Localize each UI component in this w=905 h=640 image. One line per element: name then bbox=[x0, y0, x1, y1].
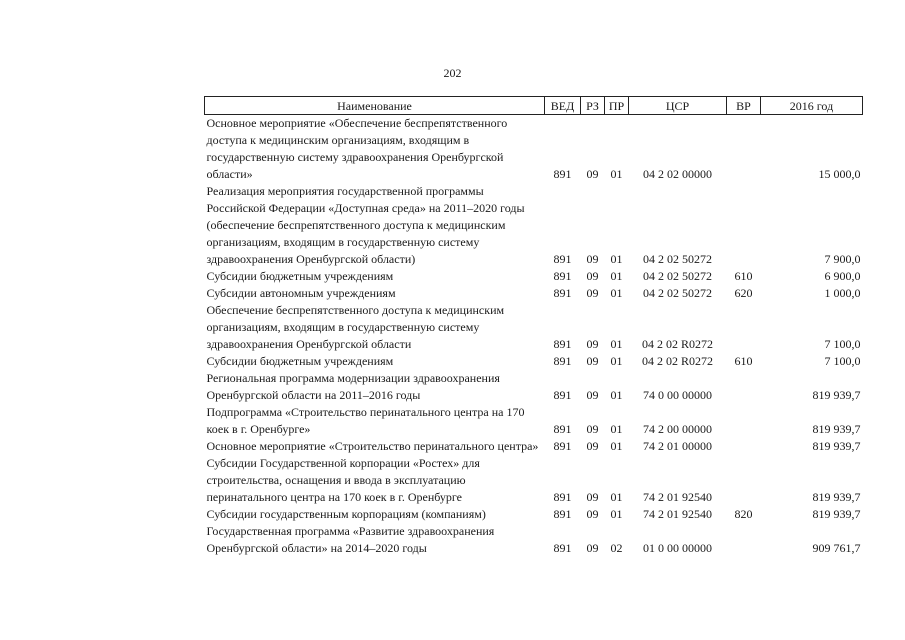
cell-pr: 01 bbox=[610, 422, 623, 436]
cell-csr: 04 2 02 50272 bbox=[643, 269, 712, 283]
cell-sum: 819 939,7 bbox=[812, 507, 861, 521]
table-header-row bbox=[205, 97, 863, 115]
cell-ved: 891 bbox=[553, 286, 572, 300]
cell-pr: 01 bbox=[610, 167, 623, 181]
cell-pr: 01 bbox=[610, 269, 623, 283]
cell-pr: 01 bbox=[610, 490, 623, 504]
cell-ved: 891 bbox=[553, 439, 572, 453]
cell-name: Реализация мероприятия государственной программы Российской Федерации «Доступная среда» на 2011–2020 годы (обеспечение беспрепятственного доступа к медицинским организациям, входящим в государственную систему здравоохранения Оренбургской области) bbox=[206, 184, 525, 266]
cell-vr: 610 bbox=[734, 269, 753, 283]
cell-rz: 09 bbox=[586, 354, 599, 368]
cell-sum: 6 900,0 bbox=[824, 269, 861, 283]
header-pr: ПР bbox=[605, 97, 629, 115]
cell-sum: 819 939,7 bbox=[812, 388, 861, 402]
cell-ved: 891 bbox=[553, 354, 572, 368]
cell-rz: 09 bbox=[586, 167, 599, 181]
table-row bbox=[205, 115, 863, 184]
cell-vr bbox=[727, 455, 761, 506]
cell-rz: 09 bbox=[586, 269, 599, 283]
cell-ved: 891 bbox=[553, 252, 572, 266]
cell-rz: 09 bbox=[586, 337, 599, 351]
cell-rz: 09 bbox=[586, 507, 599, 521]
cell-pr: 01 bbox=[610, 252, 623, 266]
cell-vr: 620 bbox=[734, 286, 753, 300]
cell-sum: 15 000,0 bbox=[818, 167, 861, 181]
cell-csr: 74 2 01 92540 bbox=[643, 507, 712, 521]
table-body bbox=[205, 115, 863, 558]
cell-vr bbox=[727, 523, 761, 557]
cell-csr: 74 2 00 00000 bbox=[643, 422, 712, 436]
cell-name: Региональная программа модернизации здравоохранения Оренбургской области на 2011–2016 годы bbox=[206, 371, 500, 402]
cell-ved: 891 bbox=[553, 490, 572, 504]
header-rz: РЗ bbox=[581, 97, 605, 115]
cell-rz: 09 bbox=[586, 286, 599, 300]
cell-sum: 819 939,7 bbox=[812, 439, 861, 453]
cell-name: Субсидии бюджетным учреждениям bbox=[206, 269, 394, 283]
cell-name: Субсидии бюджетным учреждениям bbox=[206, 354, 394, 368]
table-row bbox=[205, 183, 863, 268]
cell-csr: 04 2 02 R0272 bbox=[641, 354, 713, 368]
table-row bbox=[205, 353, 863, 370]
cell-ved: 891 bbox=[553, 337, 572, 351]
cell-name: Основное мероприятие «Обеспечение беспрепятственного доступа к медицинским организациям, входящим в государственную систему здравоохранения Оренбургской области» bbox=[206, 116, 508, 181]
cell-sum: 7 100,0 bbox=[824, 354, 861, 368]
cell-csr: 04 2 02 50272 bbox=[643, 286, 712, 300]
cell-vr bbox=[727, 404, 761, 438]
table-row bbox=[205, 438, 863, 455]
cell-rz: 09 bbox=[586, 541, 599, 555]
table-row bbox=[205, 523, 863, 557]
header-csr: ЦСР bbox=[629, 97, 727, 115]
cell-name: Государственная программа «Развитие здравоохранения Оренбургской области» на 2014–2020 годы bbox=[206, 524, 495, 555]
cell-csr: 04 2 02 R0272 bbox=[641, 337, 713, 351]
header-year: 2016 год bbox=[761, 97, 863, 115]
table-row bbox=[205, 370, 863, 404]
cell-name: Субсидии Государственной корпорации «Ростех» для строительства, оснащения и ввода в эксплуатацию перинатального центра на 170 коек в г. Оренбурге bbox=[206, 456, 480, 504]
cell-sum: 819 939,7 bbox=[812, 490, 861, 504]
cell-pr: 02 bbox=[610, 541, 623, 555]
table-row bbox=[205, 455, 863, 506]
cell-ved: 891 bbox=[553, 167, 572, 181]
cell-name: Обеспечение беспрепятственного доступа к медицинским организациям, входящим в государственную систему здравоохранения Оренбургской области bbox=[206, 303, 505, 351]
cell-name: Субсидии автономным учреждениям bbox=[206, 286, 396, 300]
cell-vr bbox=[727, 183, 761, 268]
page-number: 202 bbox=[443, 66, 462, 80]
cell-pr: 01 bbox=[610, 439, 623, 453]
cell-name: Подпрограмма «Строительство перинатального центра на 170 коек в г. Оренбурге» bbox=[206, 405, 525, 436]
cell-csr: 01 0 00 00000 bbox=[643, 541, 712, 555]
budget-table bbox=[204, 96, 863, 557]
cell-ved: 891 bbox=[553, 269, 572, 283]
table-row bbox=[205, 302, 863, 353]
cell-sum: 909 761,7 bbox=[812, 541, 861, 555]
cell-vr: 610 bbox=[734, 354, 753, 368]
cell-rz: 09 bbox=[586, 439, 599, 453]
table-row bbox=[205, 268, 863, 285]
header-vr: ВР bbox=[727, 97, 761, 115]
cell-csr: 74 0 00 00000 bbox=[643, 388, 712, 402]
cell-pr: 01 bbox=[610, 507, 623, 521]
cell-sum: 7 900,0 bbox=[824, 252, 861, 266]
cell-vr bbox=[727, 115, 761, 184]
cell-pr: 01 bbox=[610, 388, 623, 402]
cell-rz: 09 bbox=[586, 252, 599, 266]
table-row bbox=[205, 404, 863, 438]
header-ved: ВЕД bbox=[545, 97, 581, 115]
cell-sum: 1 000,0 bbox=[824, 286, 861, 300]
cell-rz: 09 bbox=[586, 422, 599, 436]
cell-csr: 74 2 01 00000 bbox=[643, 439, 712, 453]
cell-csr: 04 2 02 50272 bbox=[643, 252, 712, 266]
table-row bbox=[205, 506, 863, 523]
table-row bbox=[205, 285, 863, 302]
cell-ved: 891 bbox=[553, 422, 572, 436]
cell-csr: 74 2 01 92540 bbox=[643, 490, 712, 504]
cell-sum: 819 939,7 bbox=[812, 422, 861, 436]
cell-sum: 7 100,0 bbox=[824, 337, 861, 351]
cell-ved: 891 bbox=[553, 507, 572, 521]
cell-vr bbox=[727, 438, 761, 455]
cell-rz: 09 bbox=[586, 490, 599, 504]
cell-rz: 09 bbox=[586, 388, 599, 402]
cell-pr: 01 bbox=[610, 286, 623, 300]
cell-pr: 01 bbox=[610, 337, 623, 351]
cell-csr: 04 2 02 00000 bbox=[643, 167, 712, 181]
cell-name: Основное мероприятие «Строительство перинатального центра» bbox=[206, 439, 539, 453]
cell-ved: 891 bbox=[553, 388, 572, 402]
header-name: Наименование bbox=[205, 97, 545, 115]
cell-vr: 820 bbox=[734, 507, 753, 521]
cell-name: Субсидии государственным корпорациям (компаниям) bbox=[206, 507, 486, 521]
cell-vr bbox=[727, 302, 761, 353]
cell-vr bbox=[727, 370, 761, 404]
cell-ved: 891 bbox=[553, 541, 572, 555]
cell-pr: 01 bbox=[610, 354, 623, 368]
